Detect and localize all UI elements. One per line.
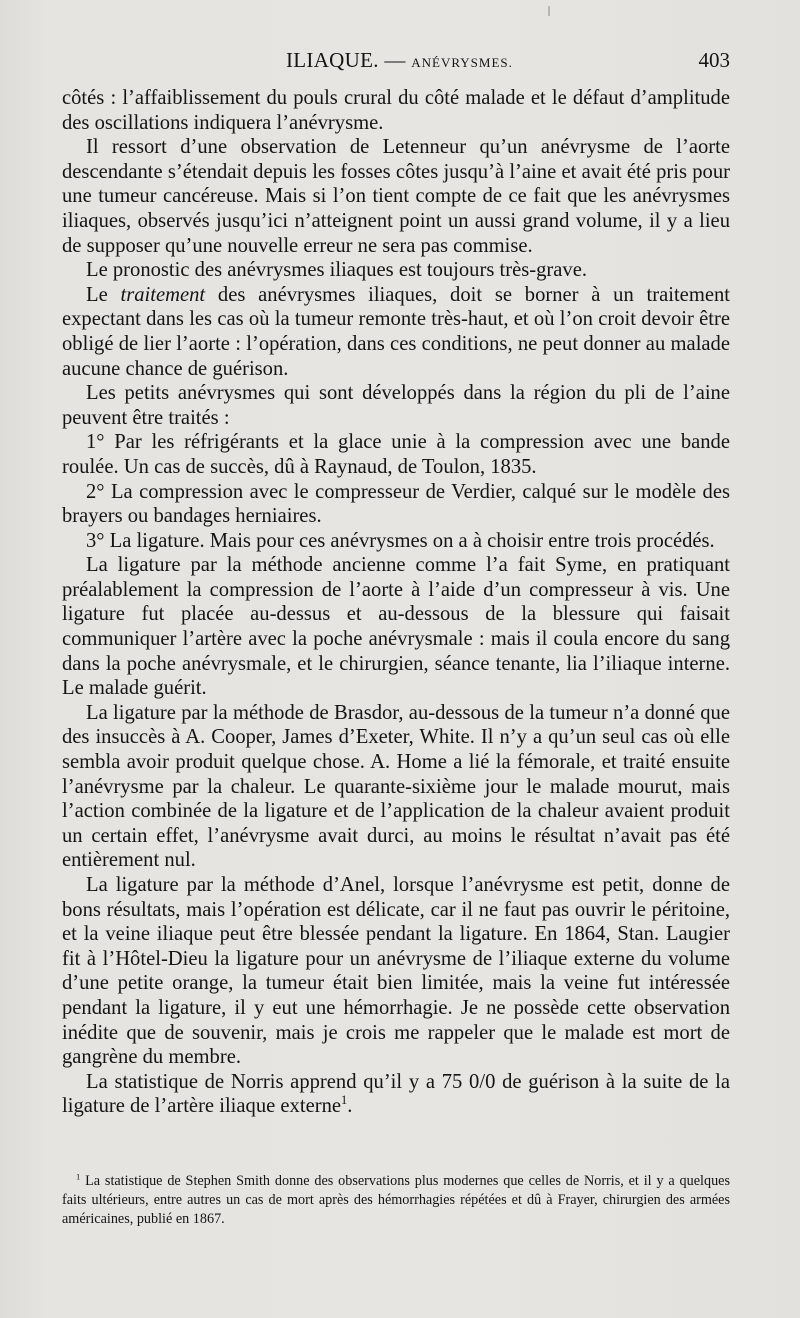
footnote-paragraph (62, 1172, 730, 1229)
paragraph: 2° La compression avec le compresseur de Verdier, calqué sur le modèle des brayers ou bandages herniaires. (62, 480, 730, 528)
paragraph-treatment (62, 283, 730, 381)
paragraph: Il ressort d’une observation de Letenneur qu’un anévrysme de l’aorte descendante s’étendait depuis les fosses côtes jusqu’à l’aine et avait été pris pour une tumeur cancéreuse. Mais si l’on tient compte de ce fait que les anévrysmes iliaques, observés jusqu’ici n’atteignent point un aussi grand volume, il y a lieu de supposer qu’une nouvelle erreur ne sera pas commise. (62, 136, 730, 257)
scan-artifact (548, 6, 550, 16)
footnote-reference: 1 (341, 1093, 348, 1108)
running-title-sub: ANÉVRYSMES. (411, 55, 513, 70)
running-header (62, 46, 730, 76)
running-title-dash: — (384, 48, 406, 72)
treatment-lead: Le (86, 283, 108, 306)
paragraph: 3° La ligature. Mais pour ces anévrysmes on a à choisir entre trois procédés. (86, 529, 715, 552)
paragraph: La ligature par la méthode d’Anel, lorsque l’anévrysme est petit, donne de bons résultats, mais l’opération est délicate, car il ne faut pas ouvrir le péritoine, et la veine iliaque peut être blessée pendant la ligature. En 1864, Stan. Laugier fit à l’Hôtel-Dieu la ligature pour un anévrysme de l’iliaque externe du volume d’une petite orange, la tumeur était bien limitée, mais la veine fut intéressée pendant la ligature, il y eut une hémorrhagie. Je ne possède cette observation inédite que de souvenir, mais je crois me rappeler que le malade est mort de gangrène du membre. (62, 874, 730, 1069)
page-number: 403 (698, 48, 730, 72)
running-title (286, 48, 513, 73)
paragraph: Le pronostic des anévrysmes iliaques est toujours très-grave. (86, 259, 587, 282)
paragraph: Les petits anévrysmes qui sont développés dans la région du pli de l’aine peuvent être traités : (62, 382, 730, 429)
paragraph: 1° Par les réfrigérants et la glace unie à la compression avec une bande roulée. Un cas de succès, dû à Raynaud, de Toulon, 1835. (62, 431, 730, 478)
body-text (62, 86, 730, 1119)
footnote-marker: 1 (76, 1171, 81, 1182)
paragraph-last-text: La statistique de Norris apprend qu’il y a 75 0/0 de guérison à la suite de la ligature de l’artère iliaque externe (62, 1070, 730, 1118)
treatment-text: des anévrysmes iliaques, doit se borner à un traitement expectant dans les cas où la tumeur remonte très-haut, et où l’on croit devoir être obligé de lier l’aorte : l’opération, dans ces conditions, ne peut donner au malade aucune chance de guérison. (62, 283, 730, 380)
footnote (62, 1172, 730, 1229)
footnote-text: La statistique de Stephen Smith donne des observations plus modernes que celles de Norris, et il y a quelques faits ultérieurs, entre autres un cas de mort après des hémorrhagies répétées et dû à Frayer, chirurgien des armées américaines, publié en 1867. (62, 1173, 730, 1227)
paragraph: côtés : l’affaiblissement du pouls crural du côté malade et le défaut d’amplitude des oscillations indiquera l’anévrysme. (62, 87, 730, 134)
running-title-main: ILIAQUE. (286, 48, 379, 72)
treatment-italic: traitement (120, 283, 206, 306)
paragraph: La ligature par la méthode de Brasdor, au-dessous de la tumeur n’a donné que des insuccès à A. Cooper, James d’Exeter, White. Il n’y a qu’un seul cas où elle sembla avoir produit quelque chose. A. Home a lié la fémorale, et traité ensuite l’anévrysme par la chaleur. Le quarante-sixième jour le malade mourut, mais l’action combinée de la ligature et de l’application de la chaleur avaient produit un certain effet, l’anévrysme avait durci, au moins le résultat n’avait pas été entièrement nul. (62, 701, 730, 872)
paragraph-last: La statistique de Norris apprend qu’il y a 75 0/0 de guérison à la suite de la ligature de l’artère iliaque externe$^1$. (62, 1070, 730, 1118)
paragraph: La ligature par la méthode ancienne comme l’a fait Syme, en pratiquant préalablement la compression de l’aorte à l’aide d’un compresseur à vis. Une ligature fut placée au-dessus et au-dessous de la blessure qui faisait communiquer l’artère avec la poche anévrysmale : mais il coula encore du sang dans la poche anévrysmale, et le chirurgien, séance tenante, lia l’iliaque interne. Le malade guérit. (62, 554, 730, 700)
